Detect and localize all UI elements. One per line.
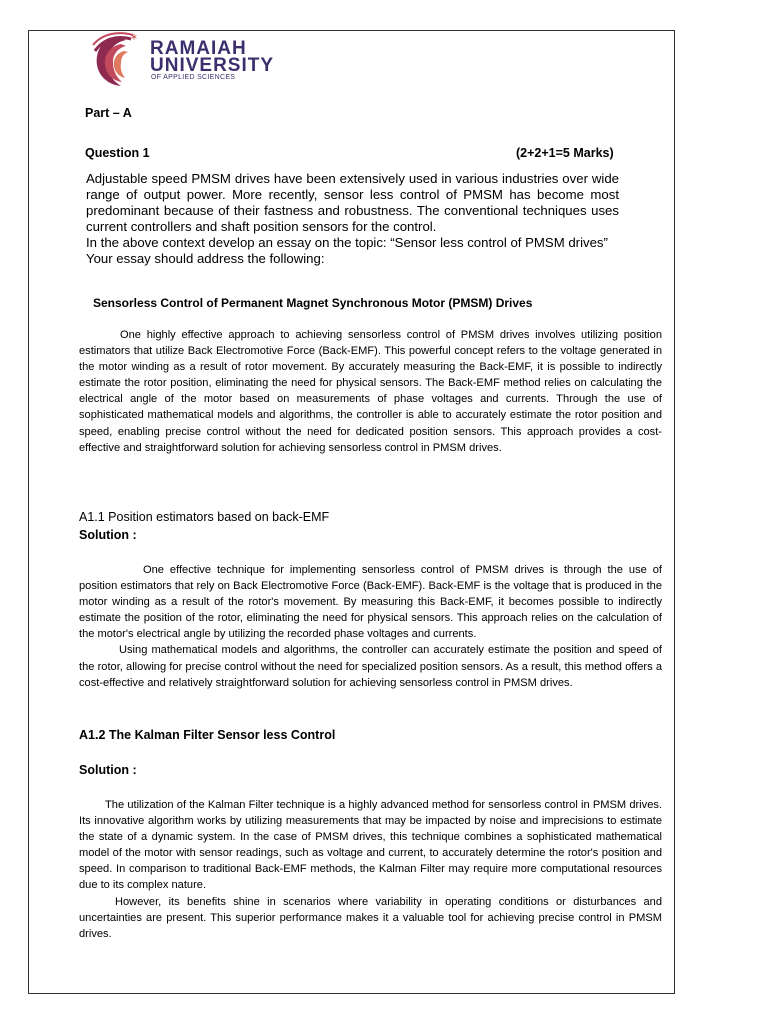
section-a12-solution-label: Solution : bbox=[79, 763, 137, 777]
svg-text:*: * bbox=[131, 32, 137, 46]
question-label: Question 1 bbox=[85, 146, 150, 160]
part-label: Part – A bbox=[85, 106, 132, 120]
intro-address-line: Your essay should address the following: bbox=[86, 251, 325, 266]
section-a11-paragraph-2: Using mathematical models and algorithms, the controller can accurately estimate the position and speed of the rotor, allowing for precise control without the need for specialized position sensors. As a result, this method offers a cost-effective and relatively straightforward solution for achieving sensorless control in PMSM drives. bbox=[79, 644, 662, 689]
section-a11-heading bbox=[79, 510, 329, 524]
logo-name-line1: RAMAIAH bbox=[150, 38, 247, 59]
question-marks: (2+2+1=5 Marks) bbox=[516, 146, 614, 160]
section-a11-body bbox=[79, 562, 662, 691]
section-a11-solution-label: Solution : bbox=[79, 528, 137, 542]
section-a12-paragraph-2: However, its benefits shine in scenarios where variability in operating conditions or disturbances and uncertainties are present. This superior performance makes it a valuable tool for achieving precise control in PMSM drives. bbox=[79, 895, 662, 940]
essay-intro-paragraph: One highly effective approach to achieving sensorless control of PMSM drives involves utilizing position estimators that utilize Back Electromotive Force (Back-EMF). This powerful concept refers to the voltage generated in the motor winding as a result of rotor movement. By accurately measuring the Back-EMF, it is possible to indirectly estimate the rotor position, eliminating the need for physical sensors. The Back-EMF method relies on calculating the electrical angle of the motor based on measurements of phase voltages and currents. Through the use of sophisticated mathematical models and algorithms, the controller is able to accurately estimate the rotor position and speed, enabling precise control without the need for dedicated position sensors. This approach provides a cost-effective and straightforward solution for achieving sensorless control in PMSM drives. bbox=[79, 329, 662, 454]
section-a12-heading: A1.2 The Kalman Filter Sensor less Control bbox=[79, 728, 336, 742]
university-logo bbox=[91, 31, 291, 89]
section-a12-paragraph-1: The utilization of the Kalman Filter technique is a highly advanced method for sensorless control in PMSM drives. Its innovative algorithm works by utilizing measurements that may be impacted by noise and imprecisions to estimate the state of a dynamic system. In the case of PMSM drives, this technique combines a sophisticated mathematical model of the motor with sensor readings, such as voltage and current, to accurately determine the rotor's position and speed. In comparison to traditional Back-EMF methods, the Kalman Filter may require more computational resources due to its complex nature. bbox=[79, 799, 662, 892]
intro-paragraph: Adjustable speed PMSM drives have been extensively used in various industries over wide range of output power. More recently, sensor less control of PMSM has become most predominant because of their fastness and robustness. The conventional techniques uses current controllers and shaft position sensors for the control. bbox=[86, 171, 619, 234]
section-a11-paragraph-1: One effective technique for implementing sensorless control of PMSM drives is through the use of position estimators that rely on Back Electromotive Force (Back-EMF). Back-EMF is the voltage that is produced in the motor winding as a result of the rotor's movement. By measuring this Back-EMF, it becomes possible to indirectly estimate the position of the rotor, eliminating the need for physical sensors. This approach relies on the calculation of the motor's electrical angle by utilizing the recorded phase voltages and currents. bbox=[79, 564, 662, 641]
essay-title: Sensorless Control of Permanent Magnet Synchronous Motor (PMSM) Drives bbox=[93, 296, 533, 310]
section-a12-body bbox=[79, 797, 662, 942]
intro-topic-line: In the above context develop an essay on the topic: “Sensor less control of PMSM drives” bbox=[86, 235, 608, 250]
logo-tagline: OF APPLIED SCIENCES bbox=[151, 74, 236, 81]
university-logo-emblem bbox=[91, 31, 147, 89]
document-page bbox=[28, 30, 675, 994]
section-a11-heading-text: A1.1 Position estimators based on back-EMF bbox=[79, 510, 330, 524]
logo-name-line2: UNIVERSITY bbox=[150, 55, 275, 76]
question-intro bbox=[86, 171, 619, 267]
essay-intro-block bbox=[79, 327, 662, 456]
